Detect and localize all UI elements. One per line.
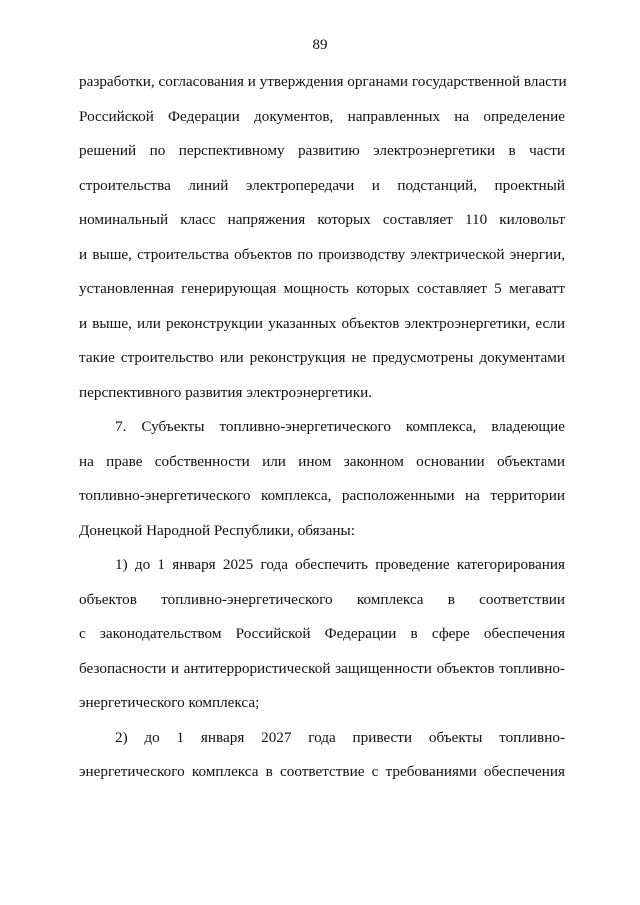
- text-line: перспективного развития электроэнергетики.: [79, 383, 373, 401]
- page-number: 89: [312, 37, 328, 53]
- text-line: и выше, строительства объектов по производству электрической энергии,: [79, 245, 565, 263]
- text-line: установленная генерирующая мощность которых составляет 5 мегаватт: [79, 280, 565, 297]
- text-line: 1) до 1 января 2025 года обеспечить проведение категорирования: [115, 556, 565, 573]
- text-line: разработки, согласования и утверждения органами государственной власти: [79, 73, 567, 90]
- text-line: безопасности и антитеррористической защищенности объектов топливно-: [79, 659, 565, 677]
- text-line: на праве собственности или ином законном основании объектами: [79, 452, 565, 470]
- text-line: Российской Федерации документов, направленных на определение: [79, 107, 565, 125]
- document-body: [79, 65, 565, 790]
- text-line: объектов топливно-энергетического комплекса в соответствии: [79, 590, 565, 608]
- text-line: Донецкой Народной Республики, обязаны:: [79, 521, 355, 539]
- text-line: энергетического комплекса;: [79, 694, 260, 711]
- text-line: с законодательством Российской Федерации в сфере обеспечения: [79, 625, 565, 642]
- text-line: и выше, или реконструкции указанных объектов электроэнергетики, если: [79, 314, 565, 332]
- text-line: 2) до 1 января 2027 года привести объекты топливно-: [115, 728, 565, 746]
- text-line: 7. Субъекты топливно-энергетического комплекса, владеющие: [115, 418, 565, 435]
- text-line: номинальный класс напряжения которых составляет 110 киловольт: [79, 211, 565, 228]
- text-line: энергетического комплекса в соответствие с требованиями обеспечения: [79, 763, 565, 780]
- text-line: такие строительство или реконструкция не предусмотрены документами: [79, 349, 565, 366]
- text-line: топливно-энергетического комплекса, расположенными на территории: [79, 487, 565, 504]
- text-line: строительства линий электропередачи и подстанций, проектный: [79, 176, 565, 194]
- text-line: решений по перспективному развитию электроэнергетики в части: [79, 142, 565, 159]
